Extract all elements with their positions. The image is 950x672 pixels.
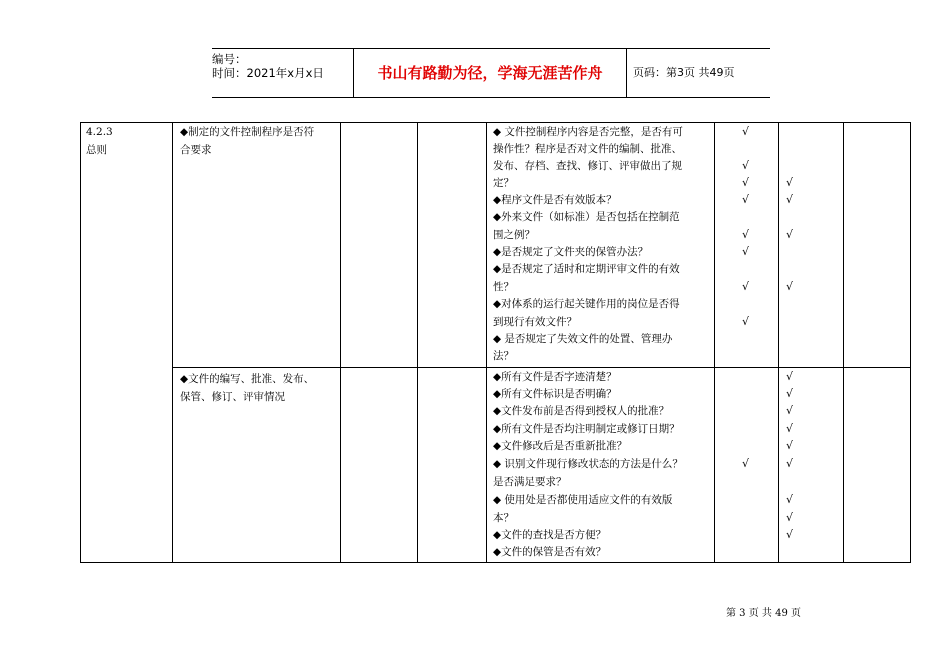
requirement-line: ◆文件的编写、批准、发布、 <box>180 373 315 385</box>
table-border-bottom <box>80 562 911 563</box>
tick-mark: √ <box>742 228 750 241</box>
col-line <box>172 122 173 563</box>
tick-mark: √ <box>786 457 794 470</box>
check-item: 本？ <box>493 512 514 524</box>
check-item: ◆文件修改后是否重新批准？ <box>493 440 628 452</box>
check-item: 到现行有效文件？ <box>493 316 577 328</box>
check-item: ◆所有文件是否均注明制定或修订日期？ <box>493 423 680 435</box>
check-item: ◆所有文件标识是否明确？ <box>493 388 617 400</box>
tick-mark: √ <box>786 528 794 541</box>
tick-mark: √ <box>786 439 794 452</box>
col-line <box>778 122 779 563</box>
requirement-line: 保管、修订、评审情况 <box>180 391 285 403</box>
check-item: ◆文件的查找是否方便？ <box>493 529 607 541</box>
audit-table <box>80 122 911 563</box>
check-item: 性？ <box>493 281 514 293</box>
check-item: ◆ 文件控制程序内容是否完整，是否有可 <box>493 126 683 138</box>
requirement-line: 合要求 <box>180 144 212 156</box>
tick-mark: √ <box>742 280 750 293</box>
check-item: 是否满足要求？ <box>493 476 567 488</box>
page-footer: 第 3 页 共 49 页 <box>726 608 801 619</box>
tick-mark: √ <box>786 193 794 206</box>
number-label: 编号： <box>212 52 247 66</box>
header-motto: 书山有路勤为径，学海无涯苦作舟 <box>353 49 627 97</box>
tick-mark: √ <box>742 315 750 328</box>
tick-mark: √ <box>786 404 794 417</box>
check-item: ◆文件的保管是否有效？ <box>493 546 607 558</box>
check-item: ◆对体系的运行起关键作用的岗位是否得 <box>493 298 680 310</box>
tick-mark: √ <box>786 387 794 400</box>
tick-mark: √ <box>742 159 750 172</box>
check-item: ◆ 是否规定了失效文件的处置、管理办 <box>493 333 673 345</box>
page-header <box>212 48 770 98</box>
tick-mark: √ <box>786 280 794 293</box>
tick-mark: √ <box>786 511 794 524</box>
col-line <box>80 122 81 563</box>
tick-mark: √ <box>742 245 750 258</box>
check-item: ◆ 使用处是否都使用适应文件的有效版 <box>493 494 673 506</box>
check-item: ◆外来文件（如标准）是否包括在控制范 <box>493 211 680 223</box>
tick-mark: √ <box>786 228 794 241</box>
requirement-line: ◆制定的文件控制程序是否符 <box>180 126 315 138</box>
tick-mark: √ <box>786 176 794 189</box>
col-line <box>340 122 341 563</box>
clause-number: 4.2.3 <box>86 126 113 138</box>
check-item: ◆程序文件是否有效版本？ <box>493 194 617 206</box>
tick-mark: √ <box>742 176 750 189</box>
check-item: ◆ 识别文件现行修改状态的方法是什么？ <box>493 458 683 470</box>
col-line <box>843 122 844 563</box>
check-item: ◆是否规定了文件夹的保管办法？ <box>493 246 649 258</box>
time-label: 时间：2021年x月x日 <box>212 66 324 80</box>
header-page-code: 页码：第3页 共49页 <box>633 66 735 79</box>
tick-mark: √ <box>742 125 750 138</box>
tick-mark: √ <box>786 370 794 383</box>
check-item: 发布、存档、查找、修订、评审做出了规 <box>493 160 682 172</box>
check-item: ◆是否规定了适时和定期评审文件的有效 <box>493 263 680 275</box>
header-meta <box>212 49 353 97</box>
col-line <box>417 122 418 563</box>
tick-mark: √ <box>786 493 794 506</box>
check-item: 法？ <box>493 350 514 362</box>
col-line <box>714 122 715 563</box>
clause-title: 总则 <box>86 144 107 156</box>
tick-mark: √ <box>742 193 750 206</box>
check-item: 操作性？程序是否对文件的编制、批准、 <box>493 143 682 155</box>
check-item: 定？ <box>493 177 514 189</box>
check-item: ◆文件发布前是否得到授权人的批准？ <box>493 405 670 417</box>
col-line <box>910 122 911 563</box>
col-line <box>486 122 487 563</box>
check-item: ◆所有文件是否字迹清楚？ <box>493 371 617 383</box>
tick-mark: √ <box>786 422 794 435</box>
check-item: 围之例？ <box>493 229 535 241</box>
tick-mark: √ <box>742 457 750 470</box>
